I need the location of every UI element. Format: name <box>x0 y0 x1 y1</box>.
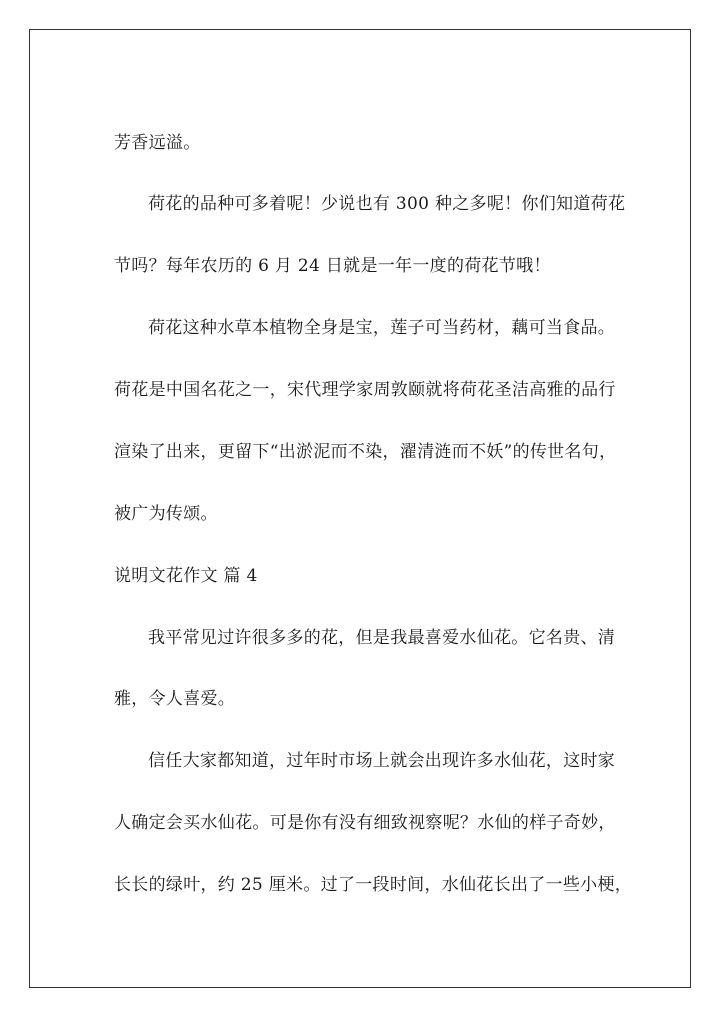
text-line: 节吗？每年农历的 6 月 24 日就是一年一度的荷花节哦！ <box>114 256 551 276</box>
section-heading: 说明文花作文 篇 4 <box>114 566 258 586</box>
paragraph-first-line: 信任大家都知道，过年时市场上就会出现许多水仙花，这时家 <box>148 751 616 771</box>
text-line: 渲染了出来，更留下“出淤泥而不染，濯清涟而不妖”的传世名句， <box>114 442 617 462</box>
text-line: 雅，令人喜爱。 <box>114 689 236 709</box>
text-line: 荷花是中国名花之一，宋代理学家周敦颐就将荷花圣洁高雅的品行 <box>114 380 616 400</box>
text-line: 人确定会买水仙花。可是你有没有细致视察呢？水仙的样子奇妙， <box>114 813 616 833</box>
paragraph-first-line: 我平常见过许很多多的花，但是我最喜爱水仙花。它名贵、清 <box>148 628 616 648</box>
paragraph-first-line: 荷花的品种可多着呢！少说也有 300 种之多呢！你们知道荷花 <box>148 194 626 214</box>
text-line: 芳香远溢。 <box>114 133 201 153</box>
paragraph-first-line: 荷花这种水草本植物全身是宝，莲子可当药材，藕可当食品。 <box>148 318 616 338</box>
text-line: 长长的绿叶，约 25 厘米。过了一段时间，水仙花长出了一些小梗， <box>114 875 633 895</box>
text-line: 被广为传颂。 <box>114 504 218 524</box>
